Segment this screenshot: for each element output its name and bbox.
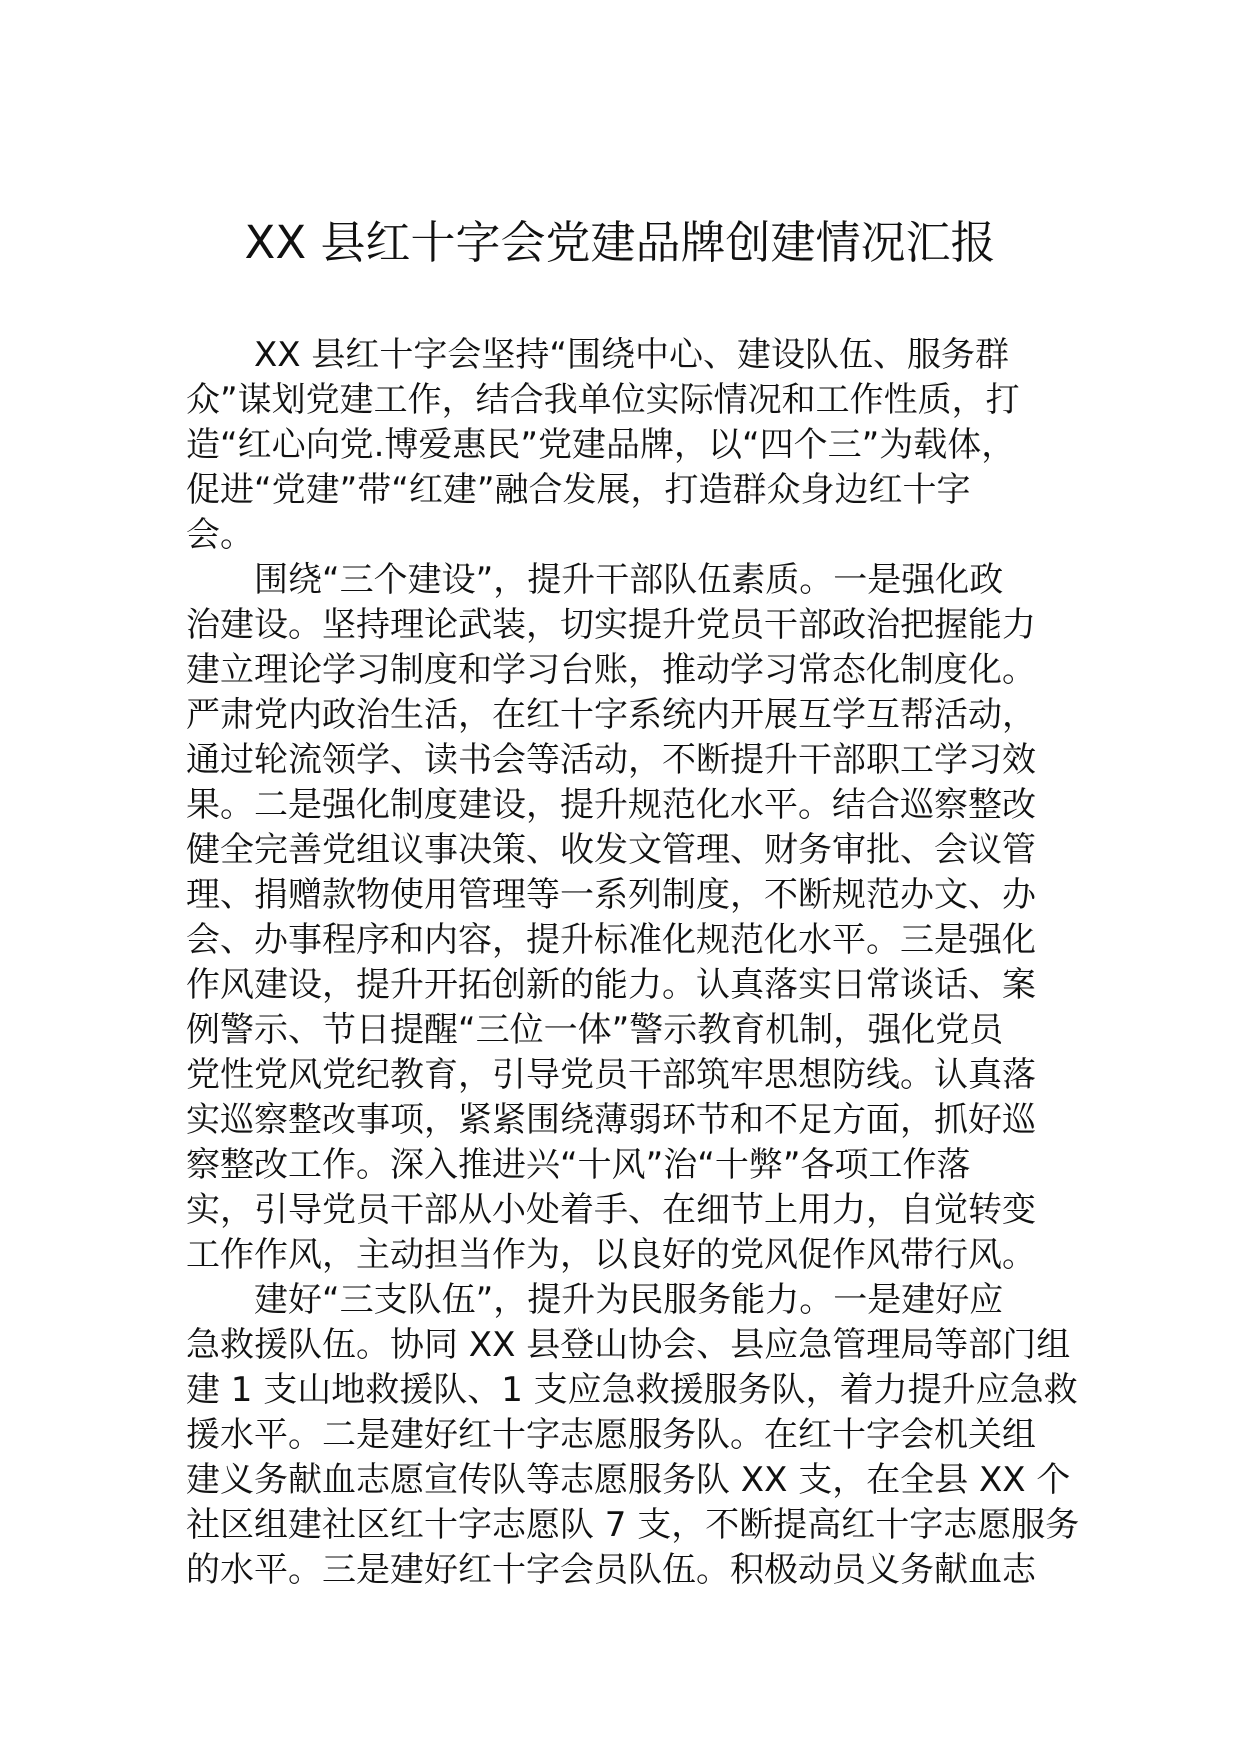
text-line: 果。二是强化制度建设，提升规范化水平。结合巡察整改 <box>186 785 1036 825</box>
text-line: 治建设。坚持理论武装，切实提升党员干部政治把握能力 <box>186 605 1036 645</box>
text-line: 建立理论学习制度和学习台账，推动学习常态化制度化。 <box>186 650 1036 690</box>
text-line: 实，引导党员干部从小处着手、在细节上用力，自觉转变 <box>186 1190 1036 1230</box>
text-line: 围绕“三个建设”，提升干部队伍素质。一是强化政 <box>254 560 1004 600</box>
text-line: 党性党风党纪教育，引导党员干部筑牢思想防线。认真落 <box>186 1055 1036 1095</box>
text-line: 急救援队伍。协同 XX 县登山协会、县应急管理局等部门组 <box>186 1325 1071 1365</box>
text-line: 的水平。三是建好红十字会员队伍。积极动员义务献血志 <box>186 1550 1036 1590</box>
text-line: 会、办事程序和内容，提升标准化规范化水平。三是强化 <box>186 920 1036 960</box>
text-line: 建 1 支山地救援队、1 支应急救援服务队，着力提升应急救 <box>186 1370 1078 1410</box>
text-line: 建好“三支队伍”，提升为民服务能力。一是建好应 <box>254 1280 1004 1320</box>
text-line: 严肃党内政治生活，在红十字系统内开展互学互帮活动， <box>186 695 1036 735</box>
text-line: 众”谋划党建工作，结合我单位实际情况和工作性质，打 <box>186 380 1020 420</box>
text-line: 会。 <box>186 515 254 555</box>
text-line: 通过轮流领学、读书会等活动，不断提升干部职工学习效 <box>186 740 1036 780</box>
text-line: 促进“党建”带“红建”融合发展，打造群众身边红十字 <box>186 470 971 510</box>
document-title: XX 县红十字会党建品牌创建情况汇报 <box>244 216 996 269</box>
text-line: XX 县红十字会坚持“围绕中心、建设队伍、服务群 <box>254 335 1010 375</box>
text-line: 工作作风，主动担当作为，以良好的党风促作风带行风。 <box>186 1235 1036 1275</box>
text-line: 援水平。二是建好红十字志愿服务队。在红十字会机关组 <box>186 1415 1036 1455</box>
document-body <box>186 333 1080 1593</box>
text-line: 社区组建社区红十字志愿队 7 支，不断提高红十字志愿服务 <box>186 1505 1080 1545</box>
text-line: 例警示、节日提醒“三位一体”警示教育机制，强化党员 <box>186 1010 1004 1050</box>
text-line: 实巡察整改事项，紧紧围绕薄弱环节和不足方面，抓好巡 <box>186 1100 1036 1140</box>
text-line: 健全完善党组议事决策、收发文管理、财务审批、会议管 <box>186 830 1036 870</box>
text-line: 建义务献血志愿宣传队等志愿服务队 XX 支，在全县 XX 个 <box>186 1460 1071 1500</box>
text-line: 作风建设，提升开拓创新的能力。认真落实日常谈话、案 <box>186 965 1036 1005</box>
text-line: 理、捐赠款物使用管理等一系列制度，不断规范办文、办 <box>186 875 1036 915</box>
text-line: 造“红心向党.博爱惠民”党建品牌，以“四个三”为载体， <box>186 425 1016 465</box>
text-line: 察整改工作。深入推进兴“十风”治“十弊”各项工作落 <box>186 1145 971 1185</box>
